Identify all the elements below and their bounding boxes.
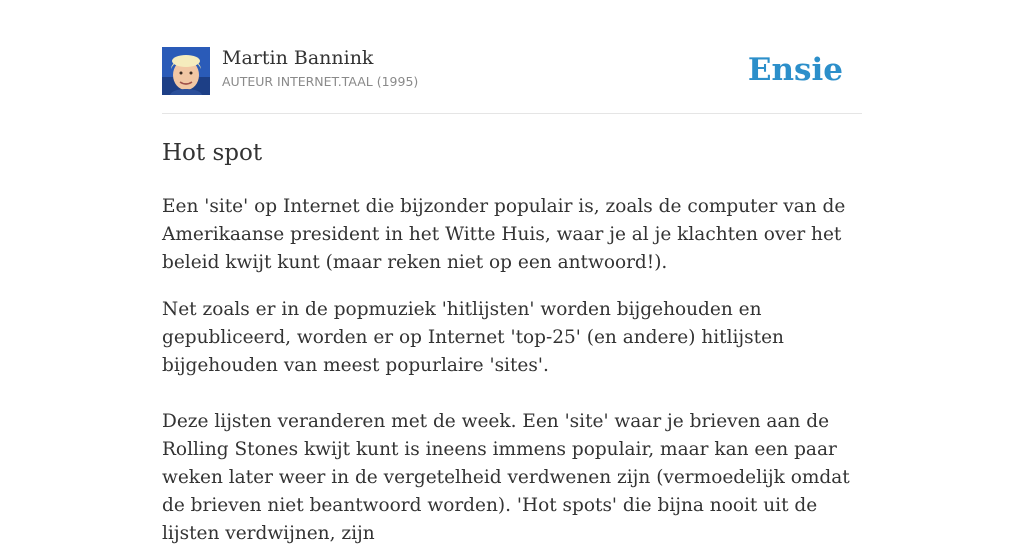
entry-card xyxy=(162,46,862,548)
author-photo-icon xyxy=(162,47,210,95)
entry-body xyxy=(162,193,862,548)
entry-header xyxy=(162,46,862,114)
author-subtitle: AUTEUR INTERNET.TAAL (1995) xyxy=(222,74,419,89)
entry-paragraph: Deze lijsten veranderen met de week. Een 'site' waar je brieven aan de Rolling Stones kwijt kunt is ineens immens populair, maar kan een paar weken later weer in de vergetelheid verdwenen zijn (vermoedelijk omdat de brieven niet beantwoord worden). 'Hot spots' die bijna nooit uit de lijsten verdwijnen, zijn xyxy=(162,411,850,544)
entry-paragraph: Net zoals er in de popmuziek 'hitlijsten' worden bijgehouden en gepubliceerd, worden er op Internet 'top-25' (en andere) hitlijsten bijgehouden van meest popurlaire 'sites'. xyxy=(162,299,784,376)
author-avatar[interactable] xyxy=(162,47,210,95)
author-name[interactable]: Martin Bannink xyxy=(222,47,374,69)
brand-logo[interactable]: Ensie xyxy=(747,52,843,88)
entry-paragraph: Een 'site' op Internet die bijzonder populair is, zoals de computer van de Amerikaanse president in het Witte Huis, waar je al je klachten over het beleid kwijt kunt (maar reken niet op een antwoord!). xyxy=(162,196,846,273)
entry-title: Hot spot xyxy=(162,140,263,166)
